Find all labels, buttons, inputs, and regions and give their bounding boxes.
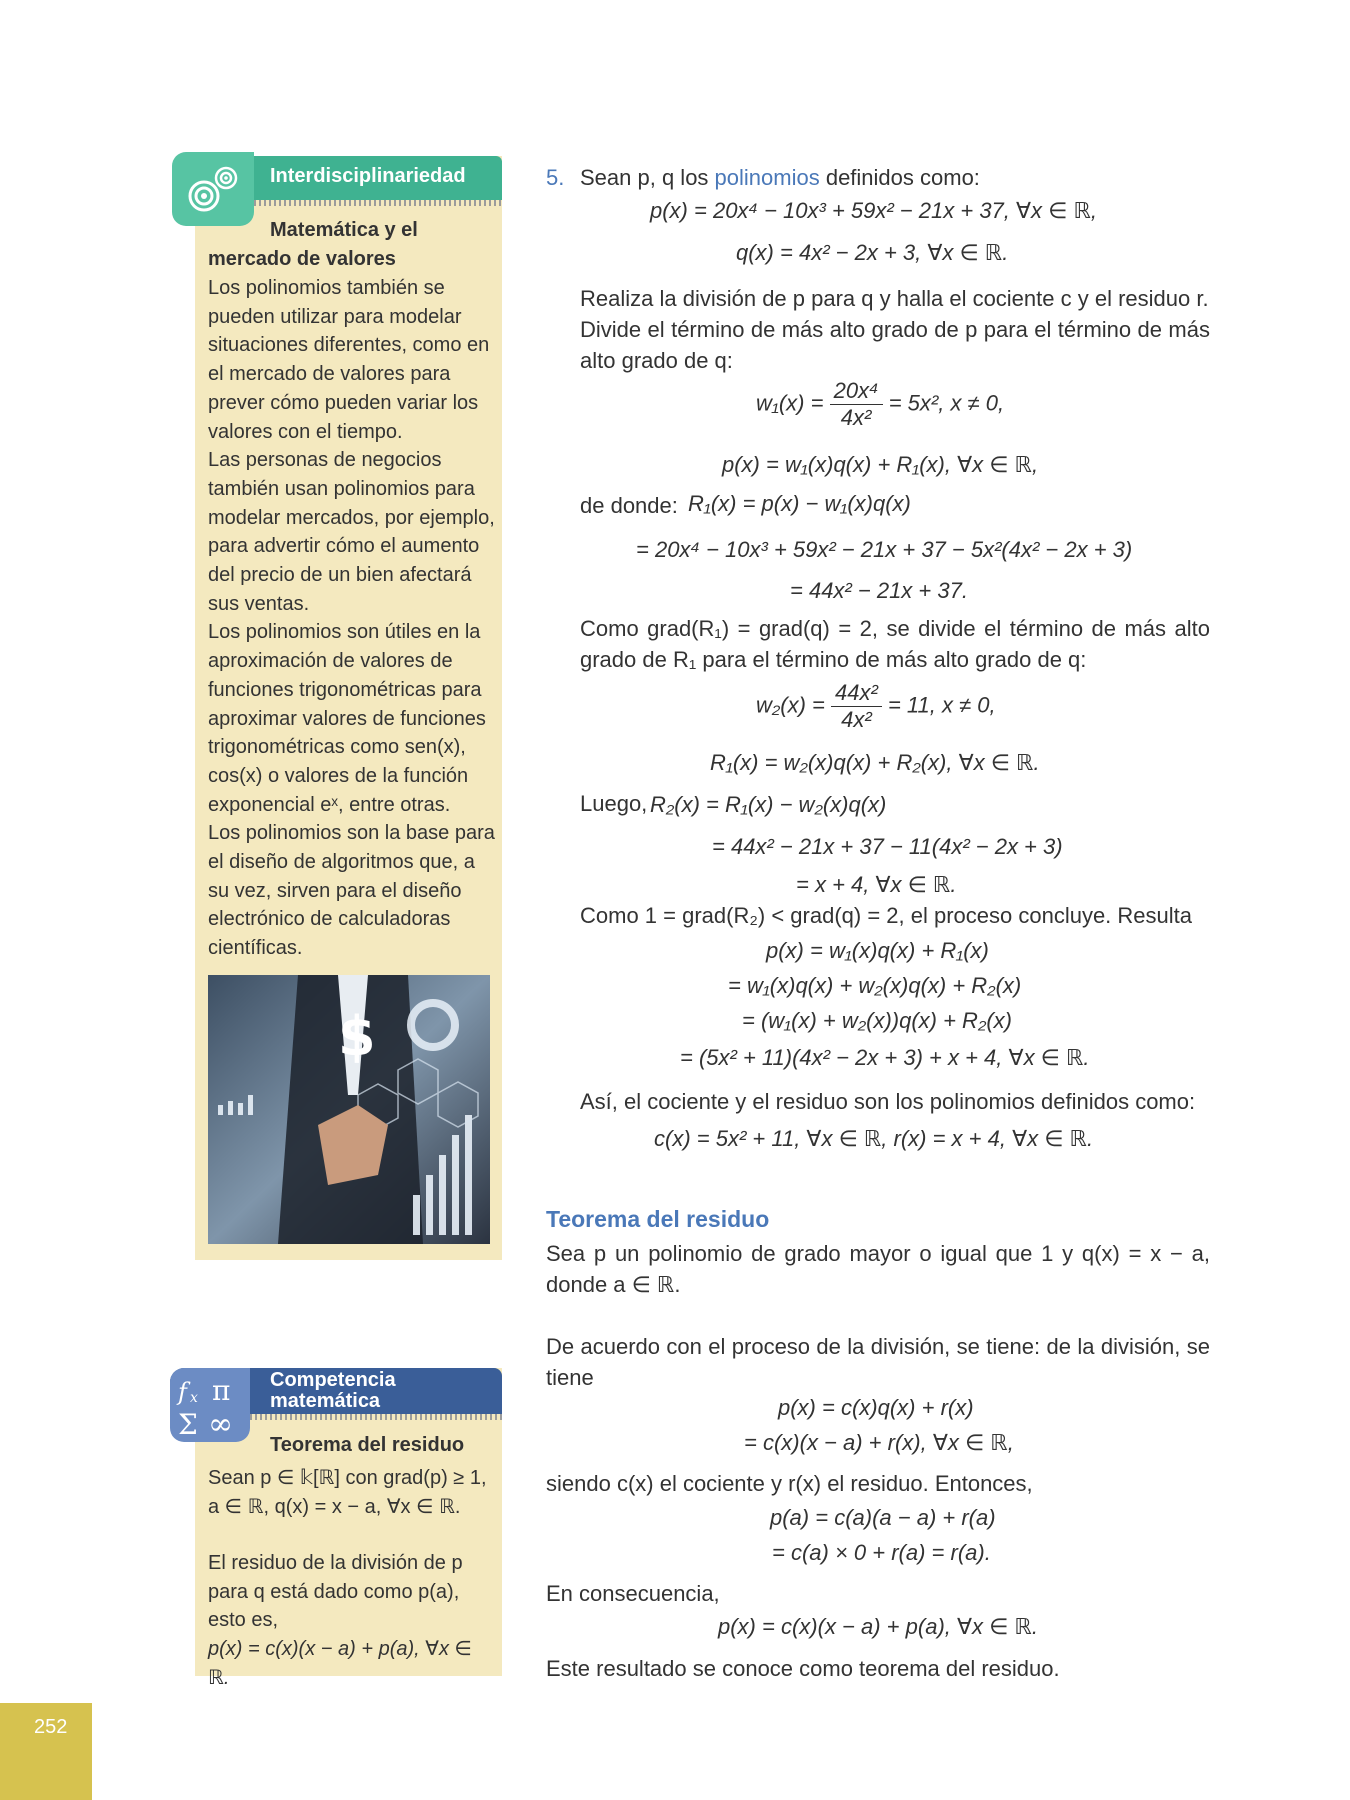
- asi-paragraph: Así, el cociente y el residuo son los polinomios definidos como:: [580, 1089, 1196, 1114]
- luego-label: Luego,: [580, 791, 648, 816]
- w2-equation: w₂(x) = $\frac{\text{44x²}}{\text{4x²}}$ = 11, x ≠ 0,: [756, 680, 996, 732]
- competence-line: Sean p ∈ 𝕜[ℝ] con grad(p) ≥ 1,: [208, 1467, 487, 1489]
- theorem-conclusion: Este resultado se conoce como teorema del residuo.: [546, 1656, 1060, 1681]
- r1-step-1: = 20x⁴ − 10x³ + 59x² − 21x + 37 − 5x²(4x² − 2x + 3): [636, 537, 1133, 562]
- interdisciplinary-header-label: Interdisciplinariedad: [270, 165, 466, 187]
- competence-line: para q está dado como p(a),: [208, 1580, 460, 1603]
- svg-text:f: f: [178, 1378, 187, 1406]
- r2-definition: R₂(x) = R₁(x) − w₂(x)q(x): [650, 792, 887, 817]
- competence-line: El residuo de la división de p: [208, 1552, 463, 1575]
- competence-line: esto es,: [208, 1609, 279, 1632]
- interdisciplinary-body: [208, 274, 498, 963]
- result-line-3: = (w₁(x) + w₂(x))q(x) + R₂(x): [742, 1008, 1012, 1033]
- theorem-eq-5: p(x) = c(x)(x − a) + p(a), ∀x ∈ ℝ.: [718, 1614, 1038, 1639]
- spiral-icon: [172, 152, 254, 226]
- theorem-eq-4: = c(a) × 0 + r(a) = r(a).: [772, 1540, 991, 1565]
- example-intro: Sean p, q los polinomios definidos como:: [580, 165, 980, 190]
- r2-step-1: = 44x² − 21x + 37 − 11(4x² − 2x + 3): [712, 834, 1063, 859]
- r1-definition: R₁(x) = p(x) − w₁(x)q(x): [688, 491, 911, 516]
- header-hatch: [254, 200, 502, 206]
- como-paragraph-1: Como grad(R₁) = grad(q) = 2, se divide el término de más alto grado de R₁ para el término de más alto grado de q:: [580, 616, 1210, 672]
- theorem-eq-1: p(x) = c(x)q(x) + r(x): [778, 1395, 974, 1420]
- dollar-glyph: $: [338, 1005, 376, 1068]
- competence-header-label: Competencia matemática: [270, 1369, 396, 1412]
- paragraph: Los polinomios son la base para el diseño de algoritmos que, a su vez, sirven para el diseño electrónico de calculadoras científicas.: [208, 822, 495, 960]
- stock-market-photo: [208, 975, 490, 1244]
- instruction-2: Divide el término de más alto grado de p para el término de más alto grado de q:: [580, 317, 1210, 373]
- consecuencia-paragraph: En consecuencia,: [546, 1581, 720, 1606]
- paragraph: Los polinomios también se pueden utilizar para modelar situaciones diferentes, como en el mercado de valores para prever cómo pueden variar los valores con el tiempo.: [208, 277, 490, 443]
- p-definition: p(x) = 20x⁴ − 10x³ + 59x² − 21x + 37, ∀x ∈ ℝ,: [650, 198, 1097, 223]
- math-symbols-icon: [170, 1368, 250, 1442]
- competence-title: Teorema del residuo: [270, 1434, 465, 1456]
- competence-formula: p(x) = c(x)(x − a) + p(a), ∀x ∈ ℝ.: [208, 1637, 472, 1689]
- theorem-eq-3: p(a) = c(a)(a − a) + r(a): [770, 1505, 996, 1530]
- paragraph: Los polinomios son útiles en la aproximación de valores de funciones trigonométricas para aproximar valores de funciones trigonométricas como sen(x), cos(x) o valores de la función exponencial eˣ, entre otras.: [208, 621, 486, 816]
- p-eq-1: p(x) = w₁(x)q(x) + R₁(x), ∀x ∈ ℝ,: [722, 452, 1039, 477]
- como-paragraph-2: Como 1 = grad(R₂) < grad(q) = 2, el proceso concluye. Resulta: [580, 903, 1193, 928]
- polinomios-link[interactable]: polinomios: [714, 165, 820, 190]
- result-line-4: = (5x² + 11)(4x² − 2x + 3) + x + 4, ∀x ∈ ℝ.: [680, 1045, 1090, 1070]
- instruction-1: Realiza la división de p para q y halla el cociente c y el residuo r.: [580, 286, 1209, 311]
- r1-equation: R₁(x) = w₂(x)q(x) + R₂(x), ∀x ∈ ℝ.: [710, 750, 1040, 775]
- w1-equation: w₁(x) = $\frac{\text{20x⁴}}{\text{4x²}}$ = 5x², x ≠ 0,: [756, 378, 1005, 430]
- svg-text:x: x: [190, 1390, 198, 1406]
- header-hatch: [250, 1414, 502, 1420]
- competence-line: a ∈ ℝ, q(x) = x − a, ∀x ∈ ℝ.: [208, 1495, 461, 1518]
- result-line-1: p(x) = w₁(x)q(x) + R₁(x): [766, 938, 989, 963]
- svg-text:Σ: Σ: [178, 1408, 198, 1440]
- siendo-paragraph: siendo c(x) el cociente y r(x) el residuo. Entonces,: [546, 1471, 1033, 1496]
- theorem-process: De acuerdo con el proceso de la división, se tiene: de la división, se tiene: [546, 1334, 1210, 1390]
- example-number: 5.: [546, 165, 565, 190]
- final-result: c(x) = 5x² + 11, ∀x ∈ ℝ, r(x) = x + 4, ∀x ∈ ℝ.: [654, 1126, 1094, 1151]
- interdisciplinary-title: Matemática y el mercado de valores: [208, 219, 418, 270]
- r1-step-2: = 44x² − 21x + 37.: [790, 578, 968, 603]
- svg-text:π: π: [212, 1374, 231, 1407]
- q-definition: q(x) = 4x² − 2x + 3, ∀x ∈ ℝ.: [736, 240, 1009, 265]
- de-donde: de donde:: [580, 493, 678, 518]
- svg-text:∞: ∞: [208, 1407, 233, 1440]
- r2-step-2: = x + 4, ∀x ∈ ℝ.: [796, 872, 957, 897]
- theorem-eq-2: = c(x)(x − a) + r(x), ∀x ∈ ℝ,: [744, 1430, 1014, 1455]
- paragraph: Las personas de negocios también usan polinomios para modelar mercados, por ejemplo, para advertir cómo el aumento del precio de un bien afectará sus ventas.: [208, 449, 495, 615]
- competence-body: [208, 1464, 498, 1692]
- theorem-statement: Sea p un polinomio de grado mayor o igual que 1 y q(x) = x − a, donde a ∈ ℝ.: [546, 1241, 1210, 1297]
- page-number: 252: [34, 1716, 68, 1738]
- theorem-heading: Teorema del residuo: [546, 1206, 770, 1232]
- result-line-2: = w₁(x)q(x) + w₂(x)q(x) + R₂(x): [728, 973, 1022, 998]
